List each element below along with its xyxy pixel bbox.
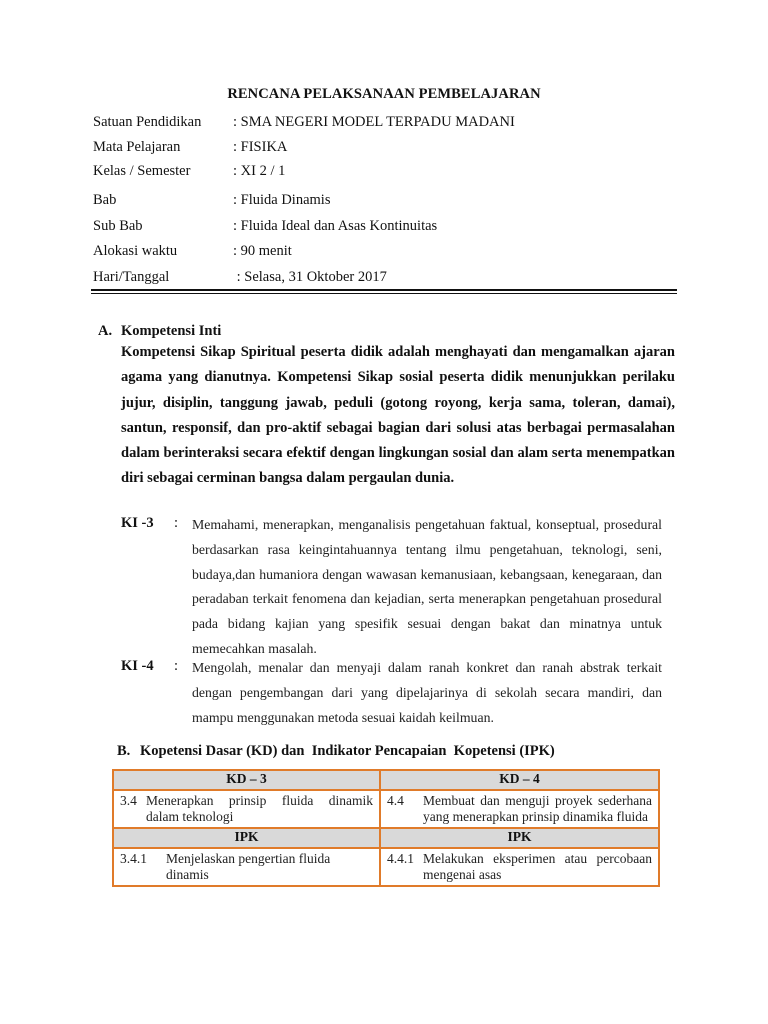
kd4-cell — [380, 790, 659, 828]
info-value: : XI 2 / 1 — [233, 163, 286, 179]
kd-text: Menerapkan prinsip fluida dinamik dalam teknologi — [146, 793, 373, 824]
header-kd4: KD – 4 — [380, 770, 659, 790]
header-kd3: KD – 3 — [113, 770, 380, 790]
table-header-row — [113, 770, 659, 790]
kd-text: Membuat dan menguji proyek sederhana yang menerapkan prinsip dinamika fluida — [423, 793, 652, 824]
ipk-text: Melakukan eksperimen atau percobaan mengenai asas — [423, 851, 652, 882]
kompetensi-sikap-paragraph: Kompetensi Sikap Spiritual peserta didik adalah menghayati dan mengamalkan ajaran agama yang dianutnya. Kompetensi Sikap sosial peserta didik menunjukkan perilaku jujur, disiplin, tanggung jawab, peduli (gotong royong, kerja sama, toleran, damai), santun, responsif, dan pro-aktif sebagai bagian dari solusi atas berbagai permasalahan dalam berinteraksi secara efektif dengan lingkungan sosial dan alam serta menempatkan diri sebagai cerminan bangsa dalam pergaulan dunia. — [121, 344, 675, 487]
ipk-number: 3.4.1 — [120, 851, 147, 866]
header-divider-thin — [91, 293, 677, 294]
ipk-number: 4.4.1 — [387, 851, 414, 866]
ki3-code: KI -3 — [121, 515, 154, 531]
info-label: Sub Bab — [93, 218, 143, 234]
table-row — [113, 848, 659, 886]
info-label: Kelas / Semester — [93, 163, 191, 179]
info-value: : 90 menit — [233, 243, 292, 259]
info-value: : SMA NEGERI MODEL TERPADU MADANI — [233, 114, 515, 130]
document-title: RENCANA PELAKSANAAN PEMBELAJARAN — [227, 86, 541, 102]
kd3-cell — [113, 790, 380, 828]
ki4-text: Mengolah, menalar dan menyaji dalam ranah konkret dan ranah abstrak terkait dengan pengembangan dari yang dipelajarinya di sekolah secara mandiri, dan mampu menggunakan metoda sesuai kaidah keilmuan. — [192, 660, 662, 725]
section-a-heading: Kompetensi Inti — [121, 323, 222, 339]
table-row — [113, 790, 659, 828]
info-label: Satuan Pendidikan — [93, 114, 202, 130]
info-value: : Fluida Dinamis — [233, 192, 331, 208]
kd-number: 4.4 — [387, 793, 404, 808]
ki4-code: KI -4 — [121, 658, 154, 674]
section-a-letter: A. — [98, 323, 113, 339]
header-ipk-left: IPK — [113, 828, 380, 848]
info-value: : Fluida Ideal dan Asas Kontinuitas — [233, 218, 438, 234]
header-divider-thick — [91, 289, 677, 291]
ki3-text: Memahami, menerapkan, menganalisis pengetahuan faktual, konseptual, prosedural berdasarkan rasa keingintahuannya tentang ilmu pengetahuan, teknologi, seni, budaya,dan humaniora dengan wawasan kemanusiaan, kebangsaan, kenegaraan, dan peradaban terkait fenomena dan kejadian, serta menerapkan pengetahuan prosedural pada bidang kajian yang spesifik sesuai dengan bakat dan minatnya untuk memecahkan masalah. — [192, 517, 662, 656]
table-header-row — [113, 828, 659, 848]
section-b-heading: Kopetensi Dasar (KD) dan Indikator Pencapaian Kopetensi (IPK) — [140, 743, 555, 759]
kd-number: 3.4 — [120, 793, 137, 808]
info-value: : Selasa, 31 Oktober 2017 — [233, 269, 387, 285]
info-label: Mata Pelajaran — [93, 139, 181, 155]
info-label: Alokasi waktu — [93, 243, 178, 259]
info-value: : FISIKA — [233, 139, 288, 155]
ipk-text: Menjelaskan pengertian fluida dinamis — [166, 851, 331, 882]
section-b-letter: B. — [117, 743, 131, 759]
kd-ipk-table — [112, 769, 660, 887]
ki4-colon: : — [174, 658, 179, 674]
ipk-right-cell — [380, 848, 659, 886]
ki3-colon: : — [174, 515, 179, 531]
ipk-left-cell — [113, 848, 380, 886]
info-label: Bab — [93, 192, 117, 208]
info-label: Hari/Tanggal — [93, 269, 170, 285]
header-ipk-right: IPK — [380, 828, 659, 848]
